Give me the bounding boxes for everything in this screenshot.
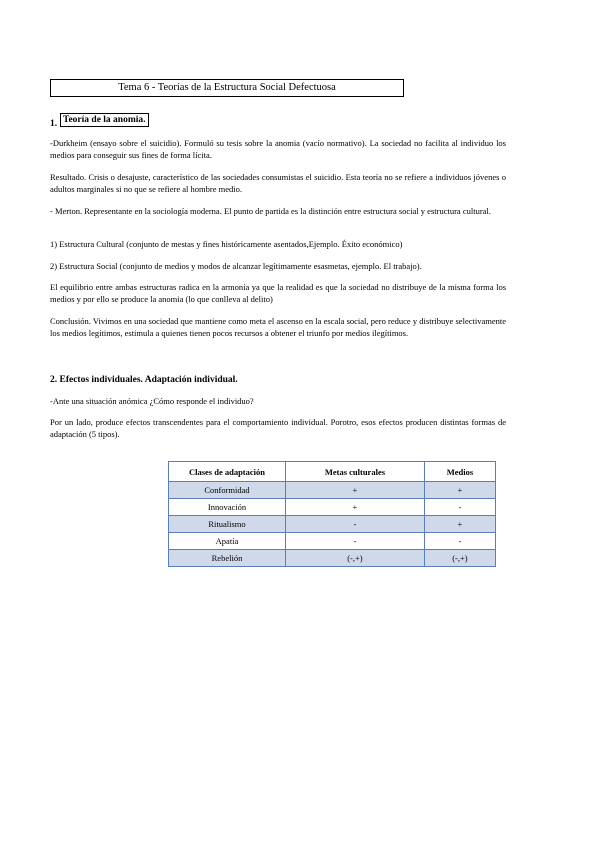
table-row — [169, 482, 496, 499]
paragraph-resultado: Resultado. Crisis o desajuste, característico de las sociedades consumistas el suicidio. Esta teoría no se refiere a individuos jóvenes o adultos marginales si no que se refiere al hombre medio. — [50, 172, 506, 195]
table-header-row — [169, 462, 496, 482]
table-cell: Rebelión — [169, 550, 286, 567]
table-cell: + — [286, 482, 425, 499]
table-header: Medios — [424, 462, 495, 482]
paragraph-situacion-anomica: -Ante una situación anómica ¿Cómo responde el individuo? — [50, 396, 254, 406]
paragraph-estructura-social: 2) Estructura Social (conjunto de medios y modos de alcanzar legítimamente esasmetas, ejemplo. El trabajo). — [50, 261, 422, 271]
table-cell: - — [286, 516, 425, 533]
table-cell: Ritualismo — [169, 516, 286, 533]
table-cell: (-,+) — [424, 550, 495, 567]
document-title: Tema 6 - Teorías de la Estructura Social Defectuosa — [50, 79, 404, 97]
table-cell: + — [286, 499, 425, 516]
paragraph-efectos: Por un lado, produce efectos transcendentes para el comportamiento individual. Porotro, esos efectos producen distintas formas de adaptación (5 tipos). — [50, 417, 506, 440]
table-cell: - — [424, 533, 495, 550]
table-cell: - — [424, 499, 495, 516]
table-row — [169, 550, 496, 567]
paragraph-merton: - Merton. Representante en la sociología moderna. El punto de partida es la distinción entre estructura social y estructura cultural. — [50, 206, 491, 216]
table-cell: + — [424, 516, 495, 533]
table-cell: - — [286, 533, 425, 550]
table-row — [169, 499, 496, 516]
table-row — [169, 516, 496, 533]
paragraph-conclusion: Conclusión. Vivimos en una sociedad que mantiene como meta el ascenso en la escala social, pero reduce y distribuye selectivamente los medios legítimos, estimula a quienes tienen pocos recursos a obtener el triunfo por medios ilegítimos. — [50, 316, 506, 339]
section-2-heading: 2. Efectos individuales. Adaptación individual. — [50, 375, 238, 385]
adaptation-table — [168, 461, 496, 567]
paragraph-durkheim: -Durkheim (ensayo sobre el suicidio). Formuló su tesis sobre la anomia (vacío normativo). La sociedad no facilita al individuo los medios para conseguir sus fines de forma lícita. — [50, 138, 506, 161]
table-row — [169, 533, 496, 550]
paragraph-equilibrio: El equilibrio entre ambas estructuras radica en la armonía ya que la realidad es que la sociedad no distribuye de la misma forma los medios y por ello se produce la anomia (lo que conlleva al delito) — [50, 282, 506, 305]
table-header: Clases de adaptación — [169, 462, 286, 482]
table-cell: Conformidad — [169, 482, 286, 499]
table-header: Metas culturales — [286, 462, 425, 482]
table-cell: + — [424, 482, 495, 499]
table-cell: Apatía — [169, 533, 286, 550]
section-1-heading: Teoría de la anomia. — [60, 113, 149, 127]
table-cell: (-,+) — [286, 550, 425, 567]
section-1-number: 1. — [50, 119, 58, 129]
paragraph-estructura-cultural: 1) Estructura Cultural (conjunto de mestas y fines históricamente asentados,Ejemplo. Éxito económico) — [50, 239, 403, 249]
table-cell: Innovación — [169, 499, 286, 516]
